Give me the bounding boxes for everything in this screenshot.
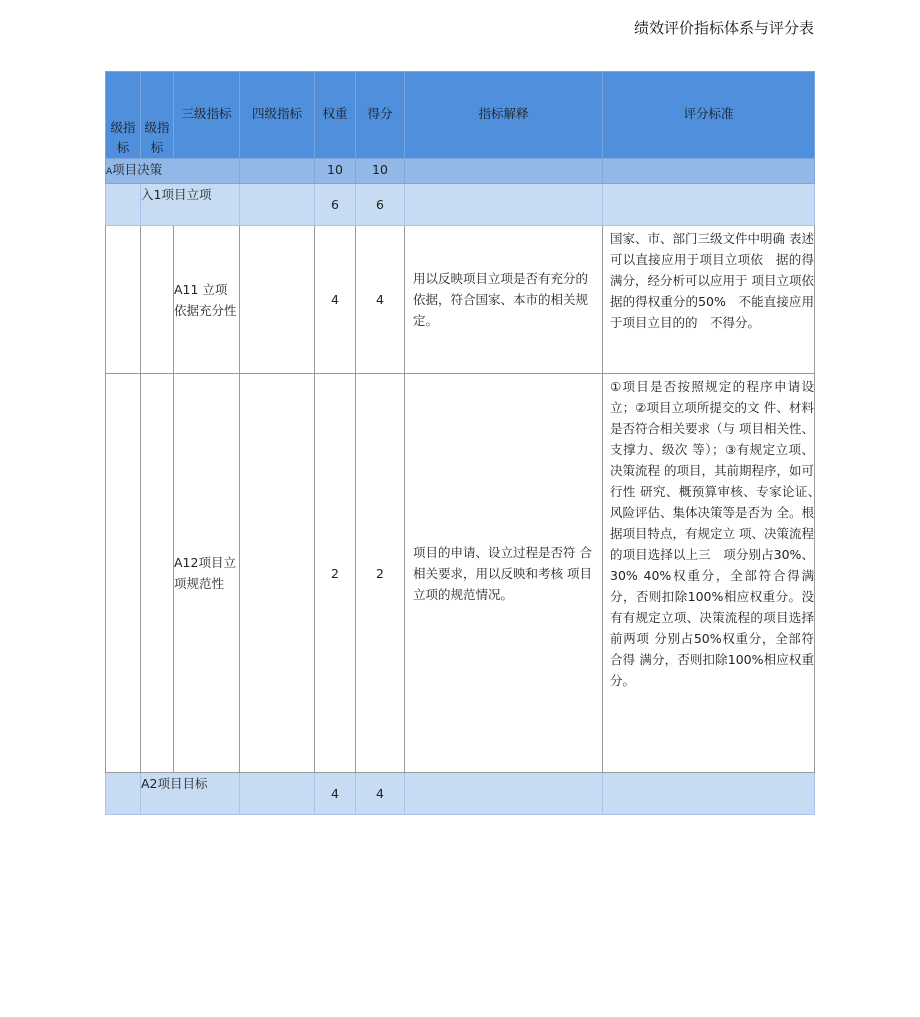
row-a-label-cell	[106, 159, 240, 184]
row-a1-level4	[240, 184, 315, 226]
row-a11-score: 4	[356, 226, 405, 374]
row-a12-standard: ①项目是否按照规定的程序申请设立；②项目立项所提交的文 件、材料是否符合相关要求（与 项目相关性、支撑力、级次 等）；③有规定立项、决策流程 的项目，其前期程序，如可行性 研究、概预算审核、专家论证、 风险评估、集体决策等是否为 全。根据项目特点，有规定立 项、决策流程的项目选择以上三 项分别占30%、30% 40%权重分，全部符合得满分，否则扣除100%相应权重分。没有有规定立项、决策流程的项目选择前两项 分别占50%权重分，全部符合得 满分，否则扣除100%相应权重 分。	[603, 374, 815, 773]
table-row-level2	[106, 184, 815, 226]
header-level1: 级指标	[106, 72, 141, 159]
row-a2-explanation	[405, 773, 603, 815]
row-a12-label: A12项目立项规范性	[174, 374, 240, 773]
row-a-explanation	[405, 159, 603, 184]
row-a-level4	[240, 159, 315, 184]
row-a12-explanation: 项目的申请、设立过程是否符 合相关要求，用以反映和考核 项目立项的规范情况。	[405, 374, 603, 773]
header-score: 得分	[356, 72, 405, 159]
row-a2-standard	[603, 773, 815, 815]
row-a11-label: A11 立项依据充分性	[174, 226, 240, 374]
row-a12-score: 2	[356, 374, 405, 773]
row-a11-level4	[240, 226, 315, 374]
row-a11-weight: 4	[315, 226, 356, 374]
row-a1-standard	[603, 184, 815, 226]
header-explanation: 指标解释	[405, 72, 603, 159]
row-a1-weight: 6	[315, 184, 356, 226]
row-a1-label: 入1项目立项	[141, 184, 240, 226]
row-a-score: 10	[356, 159, 405, 184]
row-a11-level1	[106, 226, 141, 374]
row-a11-explanation: 用以反映项目立项是否有充分的依据，符合国家、本市的相关规定。	[405, 226, 603, 374]
header-weight: 权重	[315, 72, 356, 159]
table-row-level3	[106, 374, 815, 773]
row-a1-score: 6	[356, 184, 405, 226]
row-a1-level1	[106, 184, 141, 226]
header-standard: 评分标准	[603, 72, 815, 159]
row-a1-explanation	[405, 184, 603, 226]
row-a2-weight: 4	[315, 773, 356, 815]
row-a-weight: 10	[315, 159, 356, 184]
row-a2-level1	[106, 773, 141, 815]
row-a2-level4	[240, 773, 315, 815]
row-a2-score: 4	[356, 773, 405, 815]
row-a11-standard: 国家、市、部门三级文件中明确 表述可以直接应用于项目立项依 据的得满分，经分析可以应用于 项目立项依据的得权重分的50% 不能直接应用于项目立目的的 不得分。	[603, 226, 815, 374]
row-a-prefix: A	[106, 167, 113, 177]
row-a-label: 项目决策	[112, 162, 163, 177]
row-a12-level2	[141, 374, 174, 773]
header-level4: 四级指标	[240, 72, 315, 159]
row-a12-weight: 2	[315, 374, 356, 773]
evaluation-table	[105, 71, 827, 815]
row-a12-level1	[106, 374, 141, 773]
row-a12-level4	[240, 374, 315, 773]
header-level3: 三级指标	[174, 72, 240, 159]
row-a-standard	[603, 159, 815, 184]
row-a2-label: A2项目目标	[141, 773, 240, 815]
table-row-level3	[106, 226, 815, 374]
table-header-row	[106, 72, 815, 159]
row-a11-level2	[141, 226, 174, 374]
header-level2: 级指标	[141, 72, 174, 159]
table-row-level1	[106, 159, 815, 184]
document-title: 绩效评价指标体系与评分表	[633, 19, 814, 37]
table-row-level2	[106, 773, 815, 815]
